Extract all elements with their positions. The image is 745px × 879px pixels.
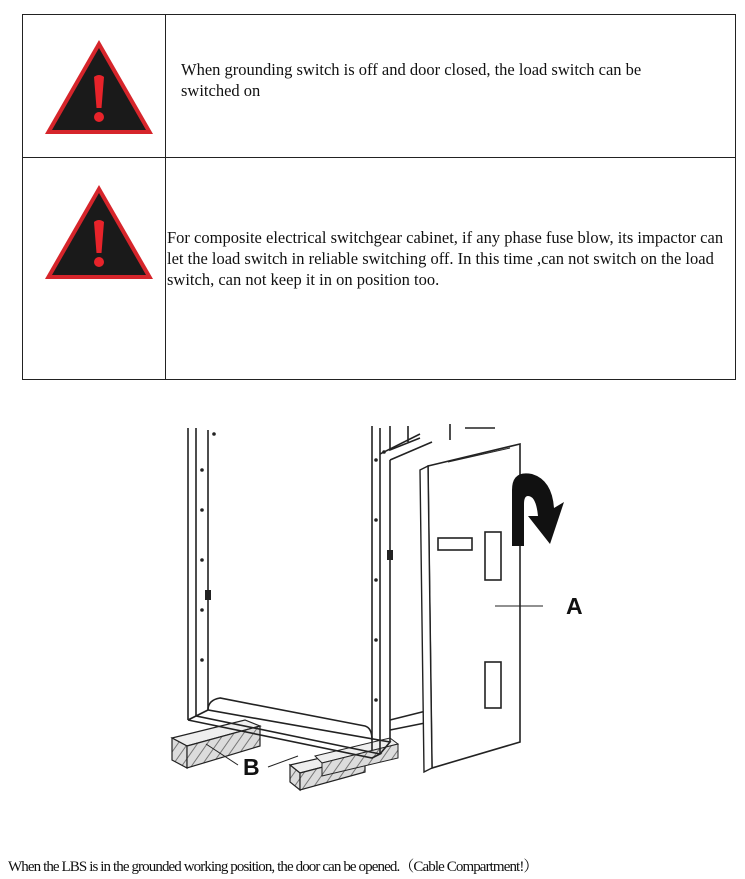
door-nameplate-window [438, 538, 472, 550]
warning-row [23, 15, 735, 158]
warning-row [23, 158, 735, 379]
door-opening-arrow [512, 473, 564, 546]
icon-cell [23, 158, 166, 379]
icon-cell [23, 15, 166, 157]
warning-triangle-icon [42, 37, 156, 137]
label-a: A [566, 593, 583, 619]
warning-text: When grounding switch is off and door closed, the load switch can be switched on [181, 60, 642, 100]
door-inspection-window-upper [485, 532, 501, 580]
figure-caption: When the LBS is in the grounded working position, the door can be opened.（Cable Compartment!） [8, 859, 538, 875]
warning-text-cell [166, 15, 735, 157]
switchgear-cabinet-diagram [150, 420, 600, 800]
cabinet-door [420, 444, 520, 772]
warning-text-cell [166, 158, 735, 379]
warning-triangle-icon [42, 182, 156, 282]
warning-table [22, 14, 736, 380]
label-b: B [243, 754, 260, 780]
wooden-base-supports [172, 720, 398, 790]
frame-rivets [200, 432, 393, 702]
warning-text: For composite electrical switchgear cabinet, if any phase fuse blow, its impactor can let the load switch in reliable switching off. In this time ,can not switch on the load switch, can not keep it in on position too. [167, 228, 724, 289]
door-inspection-window-lower [485, 662, 501, 708]
